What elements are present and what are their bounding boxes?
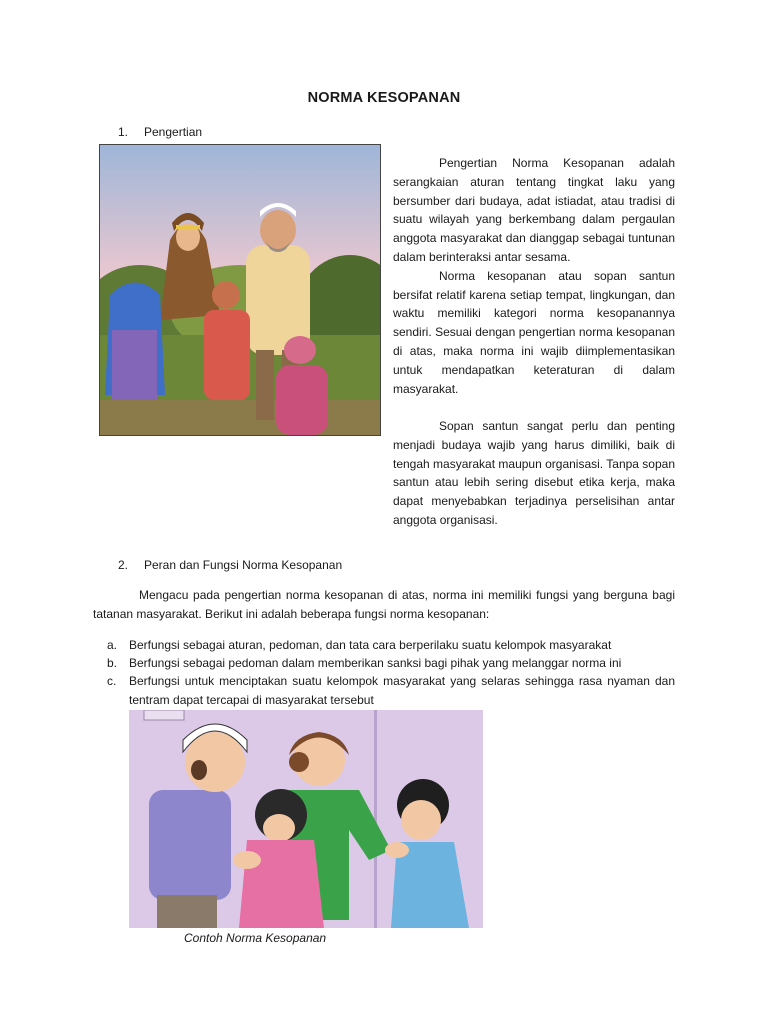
definition-paragraph-1: Pengertian Norma Kesopanan adalah serangkaian aturan tentang tingkat laku yang bersumber dari budaya, adat istiadat, atau tradisi di suatu wilayah yang berkembang dalam pergaulan anggota masyarakat dan dianggap sebagai tuntunan dalam berinteraksi antar sesama.	[393, 156, 675, 264]
list-item-text: Berfungsi sebagai pedoman dalam memberikan sanksi bagi pihak yang melanggar norma ini	[129, 656, 622, 671]
children-greeting-parents-illustration	[129, 710, 483, 928]
section-2-title: Peran dan Fungsi Norma Kesopanan	[144, 558, 343, 572]
list-item-text: Berfungsi sebagai aturan, pedoman, dan tata cara berperilaku suatu kelompok masyarakat	[129, 638, 612, 652]
list-marker: c.	[107, 674, 117, 689]
illustration-caption: Contoh Norma Kesopanan	[184, 931, 327, 945]
page-title: NORMA KESOPANAN	[307, 90, 461, 106]
list-item-text: Berfungsi untuk menciptakan suatu kelompok masyarakat yang selaras sehingga rasa nyaman dan tentram dapat tercapai di masyarakat tersebut	[129, 674, 675, 707]
family-greeting-illustration	[99, 144, 381, 436]
section-2-heading	[118, 557, 342, 573]
function-list	[107, 636, 675, 709]
list-marker: b.	[107, 656, 118, 671]
etiquette-paragraph-block	[93, 417, 675, 530]
list-marker: a.	[107, 638, 118, 652]
section-1-heading	[118, 124, 202, 140]
list-item	[107, 672, 675, 708]
section-2-number: 2.	[118, 558, 129, 572]
section-1-title: Pengertian	[144, 125, 203, 139]
list-item	[107, 636, 675, 654]
definition-paragraph-3: Sopan santun sangat perlu dan penting menjadi budaya wajib yang harus dimiliki, baik di tengah masyarakat maupun organisasi. Tanpa sopan santun atau lebih sering disebut etika kerja, maka dapat menyebabkan terjadinya perselisihan antar anggota organisasi.	[393, 419, 675, 527]
definition-paragraph-2: Norma kesopanan atau sopan santun bersifat relatif karena setiap tempat, lingkungan, dan waktu memiliki kategori norma kesopanannya sendiri. Sesuai dengan pengertian norma kesopanan di atas, maka norma ini wajib diimplementasikan untuk mendapatkan keteraturan di dalam masyarakat.	[393, 268, 675, 396]
section-1-number: 1.	[118, 125, 129, 139]
list-item	[107, 654, 675, 672]
function-intro-paragraph: Mengacu pada pengertian norma kesopanan di atas, norma ini memiliki fungsi yang berguna bagi tatanan masyarakat. Berikut ini adalah beberapa fungsi norma kesopanan:	[93, 588, 675, 621]
function-intro-block	[93, 586, 675, 624]
definition-paragraphs	[393, 154, 675, 398]
